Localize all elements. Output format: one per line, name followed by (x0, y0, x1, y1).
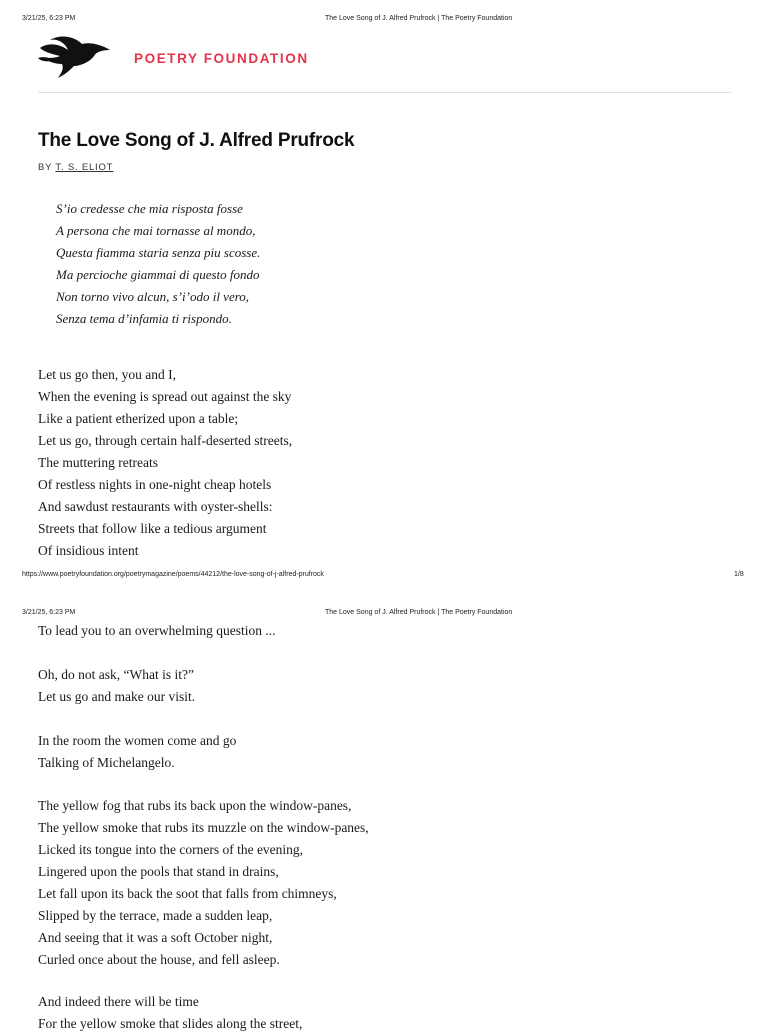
site-header (38, 34, 738, 84)
epigraph-line: Non torno vivo alcun, s’i’odo il vero, (56, 289, 250, 304)
poem-line: The muttering retreats (38, 455, 158, 470)
poem-stanza (38, 620, 276, 642)
poem-line: And sawdust restaurants with oyster-shells: (38, 499, 273, 514)
poem-line: Talking of Michelangelo. (38, 755, 175, 770)
epigraph-line: A persona che mai tornasse al mondo, (56, 223, 256, 238)
poem-line: Streets that follow like a tedious argument (38, 521, 267, 536)
poem-line: Licked its tongue into the corners of the evening, (38, 842, 304, 857)
poem-line: Slipped by the terrace, made a sudden leap, (38, 908, 273, 923)
print-doc-title: The Love Song of J. Alfred Prufrock | The Poetry Foundation (325, 609, 513, 616)
print-doc-title: The Love Song of J. Alfred Prufrock | The Poetry Foundation (325, 15, 513, 22)
poem-line: Let us go, through certain half-deserted streets, (38, 433, 293, 448)
poem-line: For the yellow smoke that slides along the street, (38, 1016, 303, 1031)
pegasus-icon[interactable] (38, 34, 114, 80)
poem-stanza (38, 991, 302, 1035)
byline (38, 162, 113, 173)
poem-line: The yellow smoke that rubs its muzzle on the window-panes, (38, 820, 369, 835)
print-datetime: 3/21/25, 6:23 PM (22, 15, 76, 22)
poem-line: The yellow fog that rubs its back upon the window-panes, (38, 798, 352, 813)
poem-line: Let us go then, you and I, (38, 367, 176, 382)
poem-line: To lead you to an overwhelming question ... (38, 623, 276, 638)
poem-line: Of restless nights in one-night cheap hotels (38, 477, 272, 492)
print-page-number: 1/8 (734, 571, 744, 578)
epigraph-line: Ma percioche giammai di questo fondo (56, 267, 260, 282)
poem-line: Like a patient etherized upon a table; (38, 411, 239, 426)
poem-line: And seeing that it was a soft October night, (38, 930, 273, 945)
poem-line: When the evening is spread out against the sky (38, 389, 292, 404)
epigraph-line: S’io credesse che mia risposta fosse (56, 201, 243, 216)
author-link[interactable]: T. S. ELIOT (55, 162, 114, 173)
by-label: BY (38, 162, 53, 173)
poem-line: In the room the women come and go (38, 733, 237, 748)
poem-line: Oh, do not ask, “What is it?” (38, 667, 194, 682)
poem-stanza (38, 364, 292, 562)
print-url: https://www.poetryfoundation.org/poetrymagazine/poems/44212/the-love-song-of-j-alfred-prufrock (22, 571, 324, 578)
poem-line: Curled once about the house, and fell asleep. (38, 952, 280, 967)
poem-line: Let fall upon its back the soot that falls from chimneys, (38, 886, 337, 901)
poem-line: Let us go and make our visit. (38, 689, 196, 704)
poem-stanza (38, 795, 369, 971)
epigraph-line: Senza tema d’infamia ti rispondo. (56, 311, 232, 326)
epigraph-line: Questa fiamma staria senza piu scosse. (56, 245, 261, 260)
poem-line: Of insidious intent (38, 543, 139, 558)
poem-line: And indeed there will be time (38, 994, 199, 1009)
header-divider (38, 92, 731, 93)
poem-line: Lingered upon the pools that stand in drains, (38, 864, 279, 879)
epigraph (56, 198, 260, 330)
brand-name[interactable]: POETRY FOUNDATION (134, 51, 309, 66)
poem-title: The Love Song of J. Alfred Prufrock (38, 130, 355, 151)
print-datetime: 3/21/25, 6:23 PM (22, 609, 76, 616)
poem-stanza (38, 664, 195, 708)
poem-stanza (38, 730, 236, 774)
